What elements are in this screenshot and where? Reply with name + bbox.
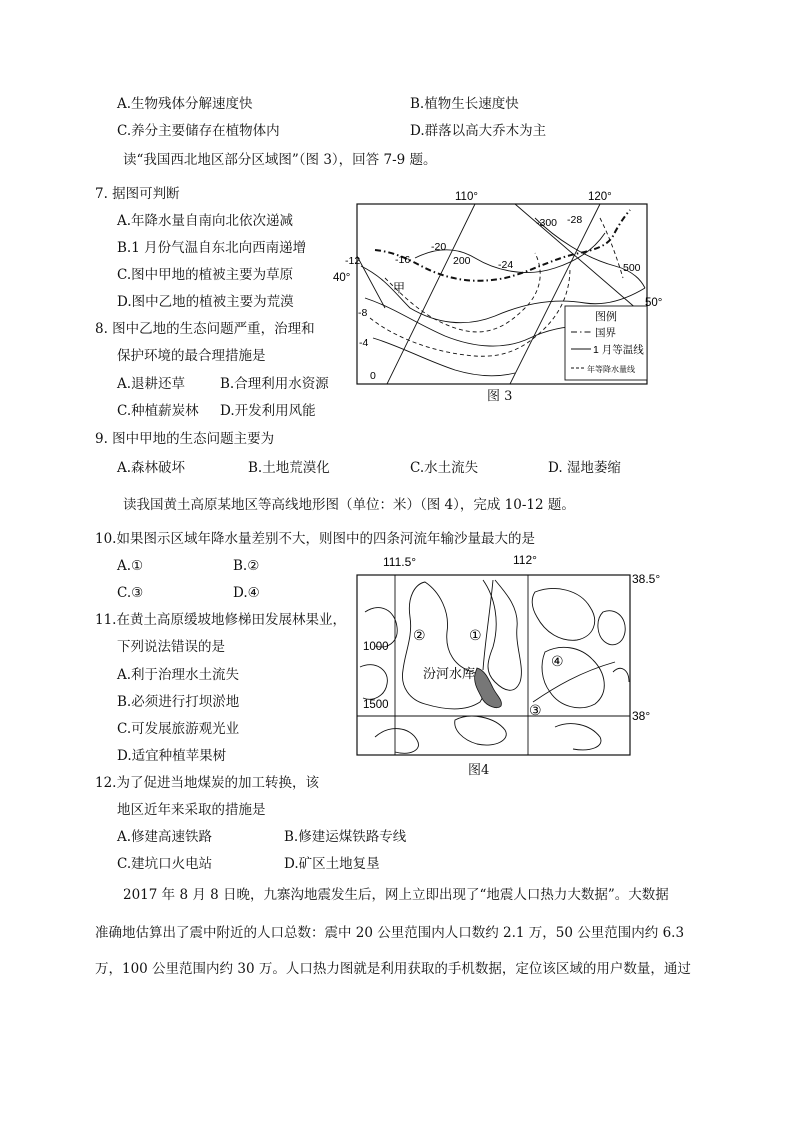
q12-option-b: B.修建运煤铁路专线 — [284, 829, 407, 845]
figure-4-svg — [355, 552, 660, 758]
figure-3-map — [333, 188, 663, 410]
q12-stem-cont: 地区近年来采取的措施是 — [117, 802, 266, 818]
fig4-river-4: ④ — [551, 653, 564, 669]
q11-option-b: B.必须进行打坝淤地 — [117, 694, 240, 710]
fig4-elev-1000: 1000 — [363, 641, 389, 653]
fig3-label-m16: -16 — [395, 254, 411, 266]
fig3-legend-precip: 年等降水量线 — [587, 365, 635, 374]
q11-stem: 11.在黄土高原缓坡地修梯田发展林果业， — [95, 612, 346, 628]
q7-option-d: D.图中乙地的植被主要为荒漠 — [117, 294, 294, 310]
q8-option-d: D.开发利用风能 — [220, 403, 316, 419]
q9-option-d: D. 湿地萎缩 — [548, 460, 621, 476]
passage-line-3: 万，100 公里范围内约 30 万。人口热力图就是利用获取的手机数据，定位该区域的用户数量，通过 — [95, 961, 691, 977]
fig4-river-1: ① — [469, 627, 482, 643]
fig3-label-p500: 500 — [623, 262, 641, 274]
q11-stem-cont: 下列说法错误的是 — [117, 639, 225, 655]
fig4-river-3: ③ — [529, 702, 542, 718]
fig4-lon-111-5: 111.5° — [383, 555, 417, 569]
passage-line-1: 2017 年 8 月 8 日晚，九寨沟地震发生后，网上立即出现了“地震人口热力大数据”。大数据 — [123, 887, 669, 903]
q10-option-b: B.② — [233, 558, 260, 574]
figure-4-map — [355, 552, 660, 758]
fig3-legend-title: 图例 — [595, 311, 617, 323]
fig3-label-m20: -20 — [431, 241, 447, 253]
q11-option-c: C.可发展旅游观光业 — [117, 721, 240, 737]
q7-option-a: A.年降水量自南向北依次递减 — [117, 213, 294, 229]
q9-option-a: A.森林破坏 — [117, 460, 186, 476]
fig3-label-m4: -4 — [359, 337, 369, 349]
fig3-label-m12: -12 — [345, 255, 361, 267]
fig3-label-m24: -24 — [498, 259, 514, 271]
q6-option-c: C.养分主要储存在植物体内 — [117, 123, 280, 139]
figure-4-caption: 图4 — [468, 763, 490, 778]
fig3-legend-isotherm: 1 月等温线 — [593, 344, 644, 356]
q12-option-c: C.建坑口火电站 — [117, 856, 213, 872]
passage-line-2: 准确地估算出了震中附近的人口总数：震中 20 公里范围内人口数约 2.1 万，50 公里范围内约 6.3 — [95, 925, 685, 941]
q10-option-a: A.① — [117, 558, 144, 574]
intro-q10-12: 读我国黄土高原某地区等高线地形图（单位：米）（图 4），完成 10-12 题。 — [123, 497, 575, 513]
intro-q7-9: 读“我国西北地区部分区域图”（图 3），回答 7-9 题。 — [123, 152, 437, 168]
q8-stem: 8. 图中乙地的生态问题严重，治理和 — [95, 321, 315, 337]
q10-stem: 10.如果图示区域年降水量差别不大，则图中的四条河流年输沙量最大的是 — [95, 531, 535, 547]
q7-option-b: B.1 月份气温自东北向西南递增 — [117, 240, 307, 256]
fig4-river-2: ② — [413, 627, 426, 643]
q8-option-b: B.合理利用水资源 — [220, 376, 329, 392]
q11-option-d: D.适宜种植苹果树 — [117, 748, 227, 764]
fig3-legend-border: 国界 — [595, 327, 616, 339]
fig4-lon-112: 112° — [513, 553, 537, 567]
fig3-label-zero: 0 — [370, 370, 376, 382]
fig4-reservoir-label: 汾河水库 — [423, 666, 476, 681]
fig4-lat-38-5: 38.5° — [632, 572, 661, 586]
q9-option-b: B.土地荒漠化 — [248, 460, 330, 476]
fig3-lat-40: 40° — [333, 272, 351, 284]
fig3-label-p200: 200 — [453, 255, 471, 267]
q9-stem: 9. 图中甲地的生态问题主要为 — [95, 431, 275, 447]
fig3-label-m8: -8 — [358, 307, 368, 319]
figure-3-svg — [333, 188, 663, 410]
fig3-label-m300: -300 — [536, 217, 558, 229]
fig4-lat-38: 38° — [632, 709, 651, 723]
q7-option-c: C.图中甲地的植被主要为草原 — [117, 267, 294, 283]
q7-stem: 7. 据图可判断 — [95, 186, 180, 202]
fig3-lon-120: 120° — [588, 191, 612, 203]
q11-option-a: A.利于治理水土流失 — [117, 667, 240, 683]
q8-option-c: C.种植薪炭林 — [117, 403, 199, 419]
q12-stem: 12.为了促进当地煤炭的加工转换，该 — [95, 775, 319, 791]
q6-option-d: D.群落以高大乔木为主 — [410, 123, 547, 139]
q8-option-a: A.退耕还草 — [117, 376, 186, 392]
q12-option-d: D.矿区土地复垦 — [284, 856, 380, 872]
fig4-elev-1500: 1500 — [363, 699, 389, 711]
fig3-lat-50: 50° — [645, 297, 663, 309]
fig3-lon-110: 110° — [455, 191, 478, 203]
fig3-label-m28: -28 — [567, 214, 583, 226]
fig3-label-jia: 甲 — [393, 281, 406, 295]
q6-option-a: A.生物残体分解速度快 — [117, 96, 253, 112]
q12-option-a: A.修建高速铁路 — [117, 829, 213, 845]
q6-option-b: B.植物生长速度快 — [410, 96, 519, 112]
q9-option-c: C.水土流失 — [410, 460, 479, 476]
figure-3-caption: 图 3 — [487, 389, 513, 404]
q8-stem-cont: 保护环境的最合理措施是 — [117, 348, 266, 364]
q10-option-c: C.③ — [117, 585, 144, 601]
q10-option-d: D.④ — [233, 585, 260, 601]
